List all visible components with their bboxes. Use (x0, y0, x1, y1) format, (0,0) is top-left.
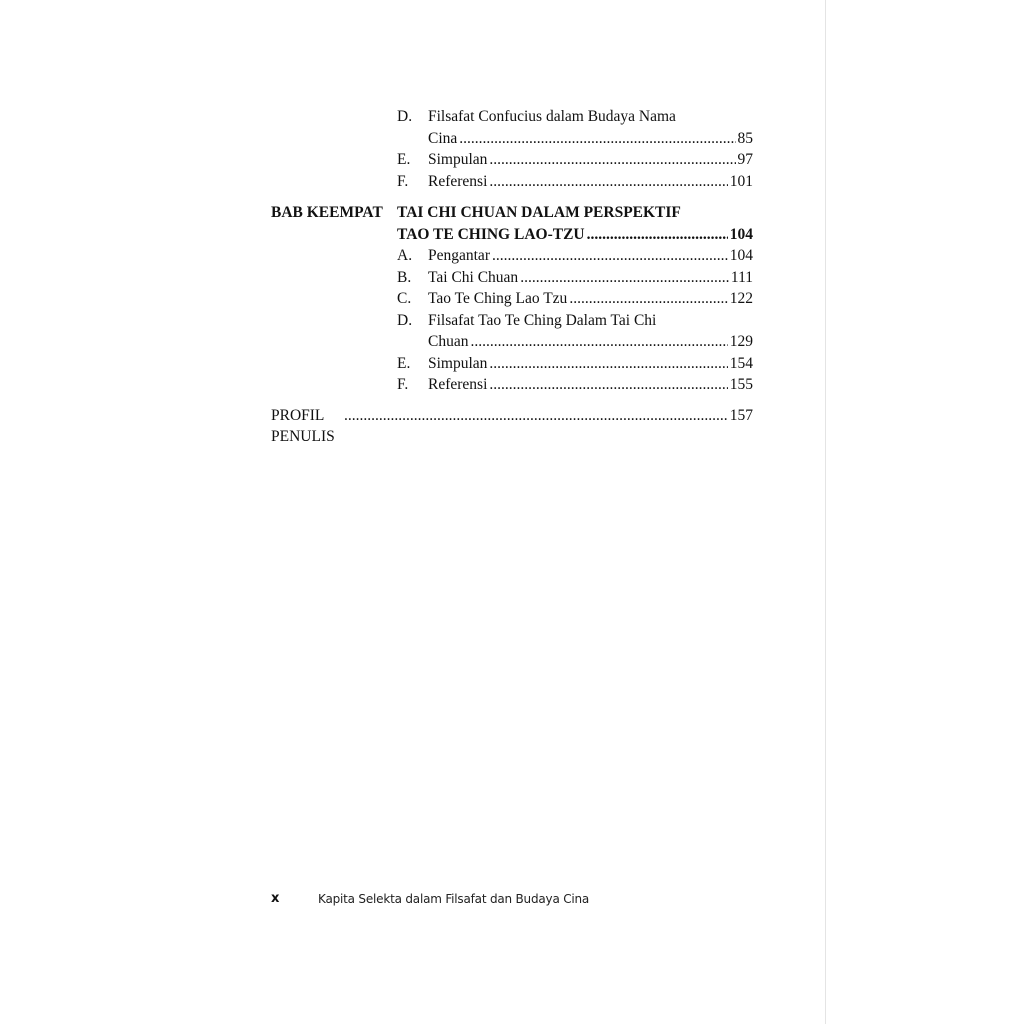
toc-entry-title: Filsafat Tao Te Ching Dalam Tai Chi (428, 311, 657, 329)
toc-entry-title-continued: Cina (428, 129, 458, 147)
toc-entry (271, 106, 753, 149)
toc-entry (397, 171, 753, 193)
toc-entry (397, 245, 753, 267)
toc-entry-letter: F. (397, 172, 409, 190)
chapter-title: TAI CHI CHUAN DALAM PERSPEKTIF (397, 204, 681, 221)
toc-entry (397, 374, 753, 396)
dot-leader (459, 128, 735, 150)
dot-leader (344, 405, 728, 427)
toc-page-number: 97 (737, 151, 753, 168)
toc-entry (397, 353, 753, 375)
dot-leader (520, 267, 729, 289)
toc-page-number: 129 (729, 333, 753, 350)
page-footer (271, 891, 771, 906)
dot-leader (489, 374, 727, 396)
toc-entry-title: Filsafat Confucius dalam Budaya Nama (428, 108, 676, 125)
toc-entry-title: Referensi (428, 376, 488, 393)
toc-page-number: 101 (729, 172, 753, 190)
toc-entry-letter: C. (397, 290, 412, 307)
dot-leader (569, 288, 727, 310)
toc-chapter-heading (271, 202, 753, 245)
toc-page-number: 111 (730, 268, 753, 286)
dot-leader (587, 224, 728, 246)
toc-entry-title: Tao Te Ching Lao Tzu (428, 290, 568, 307)
toc-entry (397, 288, 753, 310)
toc-page-number: 122 (729, 290, 753, 307)
toc-entry-letter: E. (397, 151, 411, 168)
toc-entry-profile (271, 405, 753, 448)
toc-page-number: 85 (737, 129, 753, 147)
toc-entry-letter: B. (397, 268, 412, 286)
dot-leader (489, 171, 727, 193)
dot-leader (489, 149, 735, 171)
toc-entry-letter: D. (397, 311, 413, 329)
page-background-margin (826, 0, 1024, 1024)
chapter-label: BAB KEEMPAT (271, 204, 383, 221)
toc-page-number: 104 (729, 247, 753, 264)
toc-page-number: 154 (729, 354, 753, 372)
footer-book-title: Kapita Selekta dalam Filsafat dan Budaya Cina (318, 891, 590, 906)
toc-entry-title: Tai Chi Chuan (428, 268, 519, 286)
toc-entry (271, 310, 753, 353)
toc-entry-letter: A. (397, 247, 413, 264)
table-of-contents (271, 106, 753, 448)
toc-entry-title: Simpulan (428, 354, 488, 372)
dot-leader (470, 331, 727, 353)
toc-entry-letter: E. (397, 354, 411, 372)
toc-entry-title-continued: Chuan (428, 333, 469, 350)
toc-entry-title: Referensi (428, 172, 488, 190)
toc-entry-letter: D. (397, 108, 413, 125)
chapter-page-number: 104 (729, 225, 753, 243)
toc-entry-title: Simpulan (428, 151, 488, 168)
toc-entry-title: PROFIL PENULIS (271, 406, 335, 445)
dot-leader (492, 245, 728, 267)
toc-entry-letter: F. (397, 376, 409, 393)
toc-page-number: 155 (729, 376, 753, 393)
toc-entry-title: Pengantar (428, 247, 490, 264)
toc-entry (397, 149, 753, 171)
chapter-title-continued: TAO TE CHING LAO-TZU (397, 225, 585, 243)
toc-entry (397, 267, 753, 289)
footer-page-number: x (271, 891, 280, 906)
toc-page-number: 157 (729, 406, 753, 424)
dot-leader (489, 353, 727, 375)
